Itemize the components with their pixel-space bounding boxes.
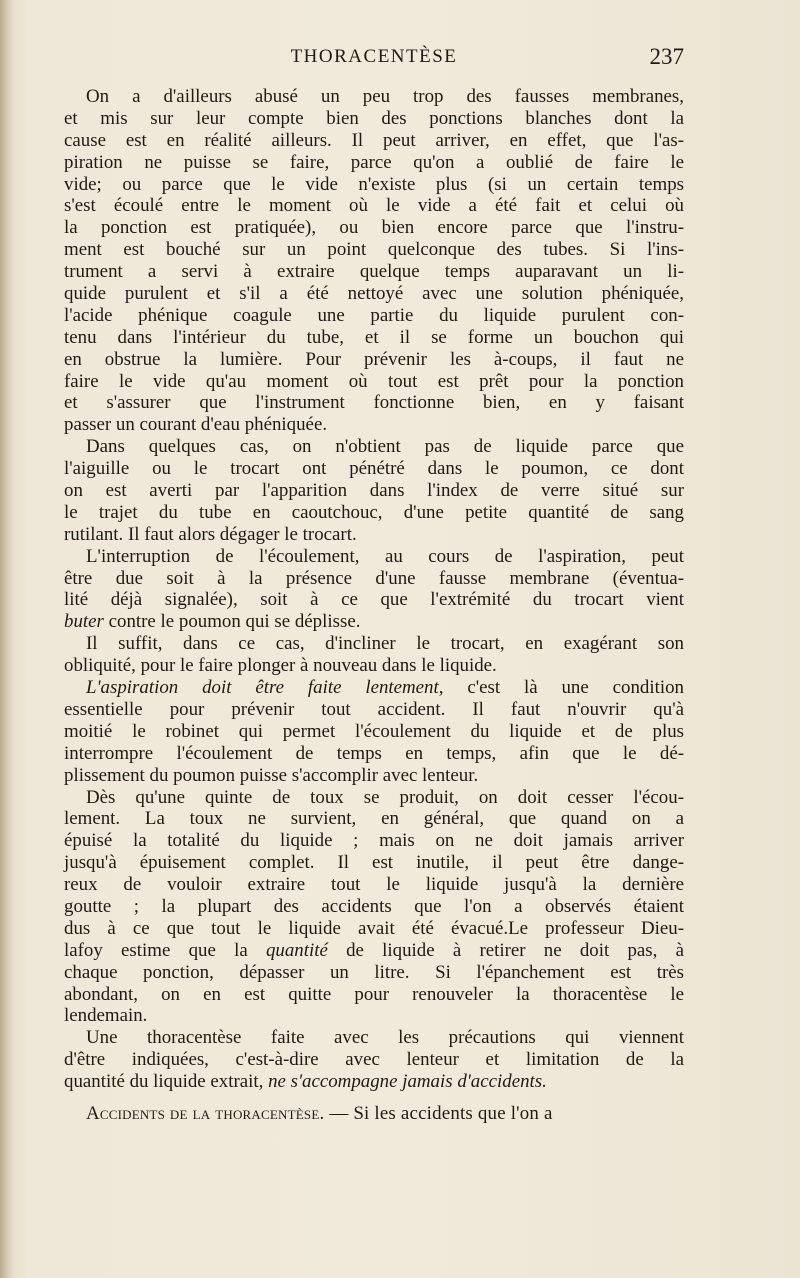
- text-line: rutilant. Il faut alors dégager le trocart.: [64, 523, 357, 545]
- text-line: le trajet du tube en caoutchouc, d'une petite quantité de sang: [64, 501, 684, 523]
- text-line: trument a servi à extraire quelque temps auparavant un li-: [64, 261, 684, 283]
- text-line: ment est bouché sur un point quelconque des tubes. Si l'ins-: [64, 239, 684, 261]
- text-line: l'acide phénique coagule une partie du liquide purulent con-: [64, 304, 684, 326]
- body-text: [64, 86, 684, 1125]
- section-heading: Accidents de la thoracentèse.: [86, 1102, 325, 1124]
- text-line: [64, 940, 684, 962]
- italic-text: quantité: [265, 939, 328, 961]
- text-fragment: contre le poumon qui se déplisse.: [103, 611, 361, 633]
- text-line: reux de vouloir extraire tout le liquide jusqu'à la dernière: [64, 874, 684, 896]
- text-line: obliquité, pour le faire plonger à nouveau dans le liquide.: [64, 655, 497, 677]
- text-line: Dès qu'une quinte de toux se produit, on doit cesser l'écou-: [86, 786, 684, 808]
- text-line: quide purulent et s'il a été nettoyé avec une solution phéniquée,: [64, 283, 684, 305]
- running-header: [64, 46, 684, 76]
- text-line: interrompre l'écoulement de temps en temps, afin que le dé-: [64, 742, 684, 764]
- text-fragment: quantité du liquide extrait,: [64, 1071, 269, 1093]
- text-line: tenu dans l'intérieur du tube, et il se forme un bouchon qui: [64, 326, 684, 348]
- text-line: lité déjà signalée), soit à ce que l'extrémité du trocart vient: [64, 589, 684, 611]
- text-line: abondant, on en est quitte pour renouveler la thoracentèse le: [64, 983, 684, 1005]
- text-line: lendemain.: [64, 1005, 148, 1027]
- text-line: [64, 1071, 684, 1093]
- text-line: la ponction est pratiquée), ou bien encore parce que l'instru-: [64, 217, 684, 239]
- text-line: [64, 611, 684, 633]
- text-line: l'aiguille ou le trocart ont pénétré dans le poumon, ce dont: [64, 458, 684, 480]
- italic-text: ne s'accompagne jamais d'accidents.: [268, 1071, 547, 1093]
- italic-text: L'aspiration doit être faite lentement,: [86, 677, 444, 699]
- text-fragment: lafoy estime que la: [64, 939, 266, 961]
- page-number: 237: [649, 44, 684, 69]
- text-line: Il suffit, dans ce cas, d'incliner le trocart, en exagérant son: [86, 633, 684, 655]
- text-line: dus à ce que tout le liquide avait été évacué.Le professeur Dieu-: [64, 917, 684, 939]
- text-line: essentielle pour prévenir tout accident. Il faut n'ouvrir qu'à: [64, 698, 684, 720]
- text-line: on est averti par l'apparition dans l'index de verre situé sur: [64, 480, 684, 502]
- section-heading-line: [64, 1103, 684, 1125]
- text-line: être due soit à la présence d'une fausse membrane (éventua-: [64, 567, 684, 589]
- text-line: goutte ; la plupart des accidents que l'on a observés étaient: [64, 895, 684, 917]
- text-line: Dans quelques cas, on n'obtient pas de liquide parce que: [86, 436, 684, 458]
- text-line: faire le vide qu'au moment où tout est prêt pour la ponction: [64, 370, 684, 392]
- text-line: et s'assurer que l'instrument fonctionne bien, en y faisant: [64, 392, 684, 414]
- italic-text: buter: [64, 611, 104, 633]
- text-line: épuisé la totalité du liquide ; mais on ne doit jamais arriver: [64, 830, 684, 852]
- text-line: piration ne puisse se faire, parce qu'on a oublié de faire le: [64, 151, 684, 173]
- text-line: passer un courant d'eau phéniquée.: [64, 414, 328, 436]
- running-title: THORACENTÈSE: [290, 46, 458, 67]
- text-line: L'interruption de l'écoulement, au cours de l'aspiration, peut: [86, 545, 684, 567]
- text-line: d'être indiquées, c'est-à-dire avec lenteur et limitation de la: [64, 1049, 684, 1071]
- text-line: lement. La toux ne survient, en général, que quand on a: [64, 808, 684, 830]
- text-line: plissement du poumon puisse s'accomplir avec lenteur.: [64, 764, 479, 786]
- text-line: chaque ponction, dépasser un litre. Si l'épanchement est très: [64, 961, 684, 983]
- text-line: Une thoracentèse faite avec les précautions qui viennent: [86, 1027, 684, 1049]
- text-line: On a d'ailleurs abusé un peu trop des fausses membranes,: [86, 86, 684, 107]
- text-fragment: c'est là une condition: [443, 677, 684, 699]
- text-line: jusqu'à épuisement complet. Il est inutile, il peut être dange-: [64, 852, 684, 874]
- text-line: [64, 677, 684, 699]
- text-line: cause est en réalité ailleurs. Il peut arriver, en effet, que l'as-: [64, 129, 684, 151]
- text-line: moitié le robinet qui permet l'écoulement du liquide et de plus: [64, 720, 684, 742]
- text-fragment: de liquide à retirer ne doit pas, à: [327, 939, 684, 961]
- text-line: et mis sur leur compte bien des ponctions blanches dont la: [64, 107, 684, 129]
- text-line: vide; ou parce que le vide n'existe plus (si un certain temps: [64, 173, 684, 195]
- text-line: s'est écoulé entre le moment où le vide a été fait et celui où: [64, 195, 684, 217]
- text-line: en obstrue la lumière. Pour prévenir les à-coups, il faut ne: [64, 348, 684, 370]
- text-fragment: — Si les accidents que l'on a: [324, 1102, 553, 1124]
- page-binding-edge: [0, 0, 14, 1278]
